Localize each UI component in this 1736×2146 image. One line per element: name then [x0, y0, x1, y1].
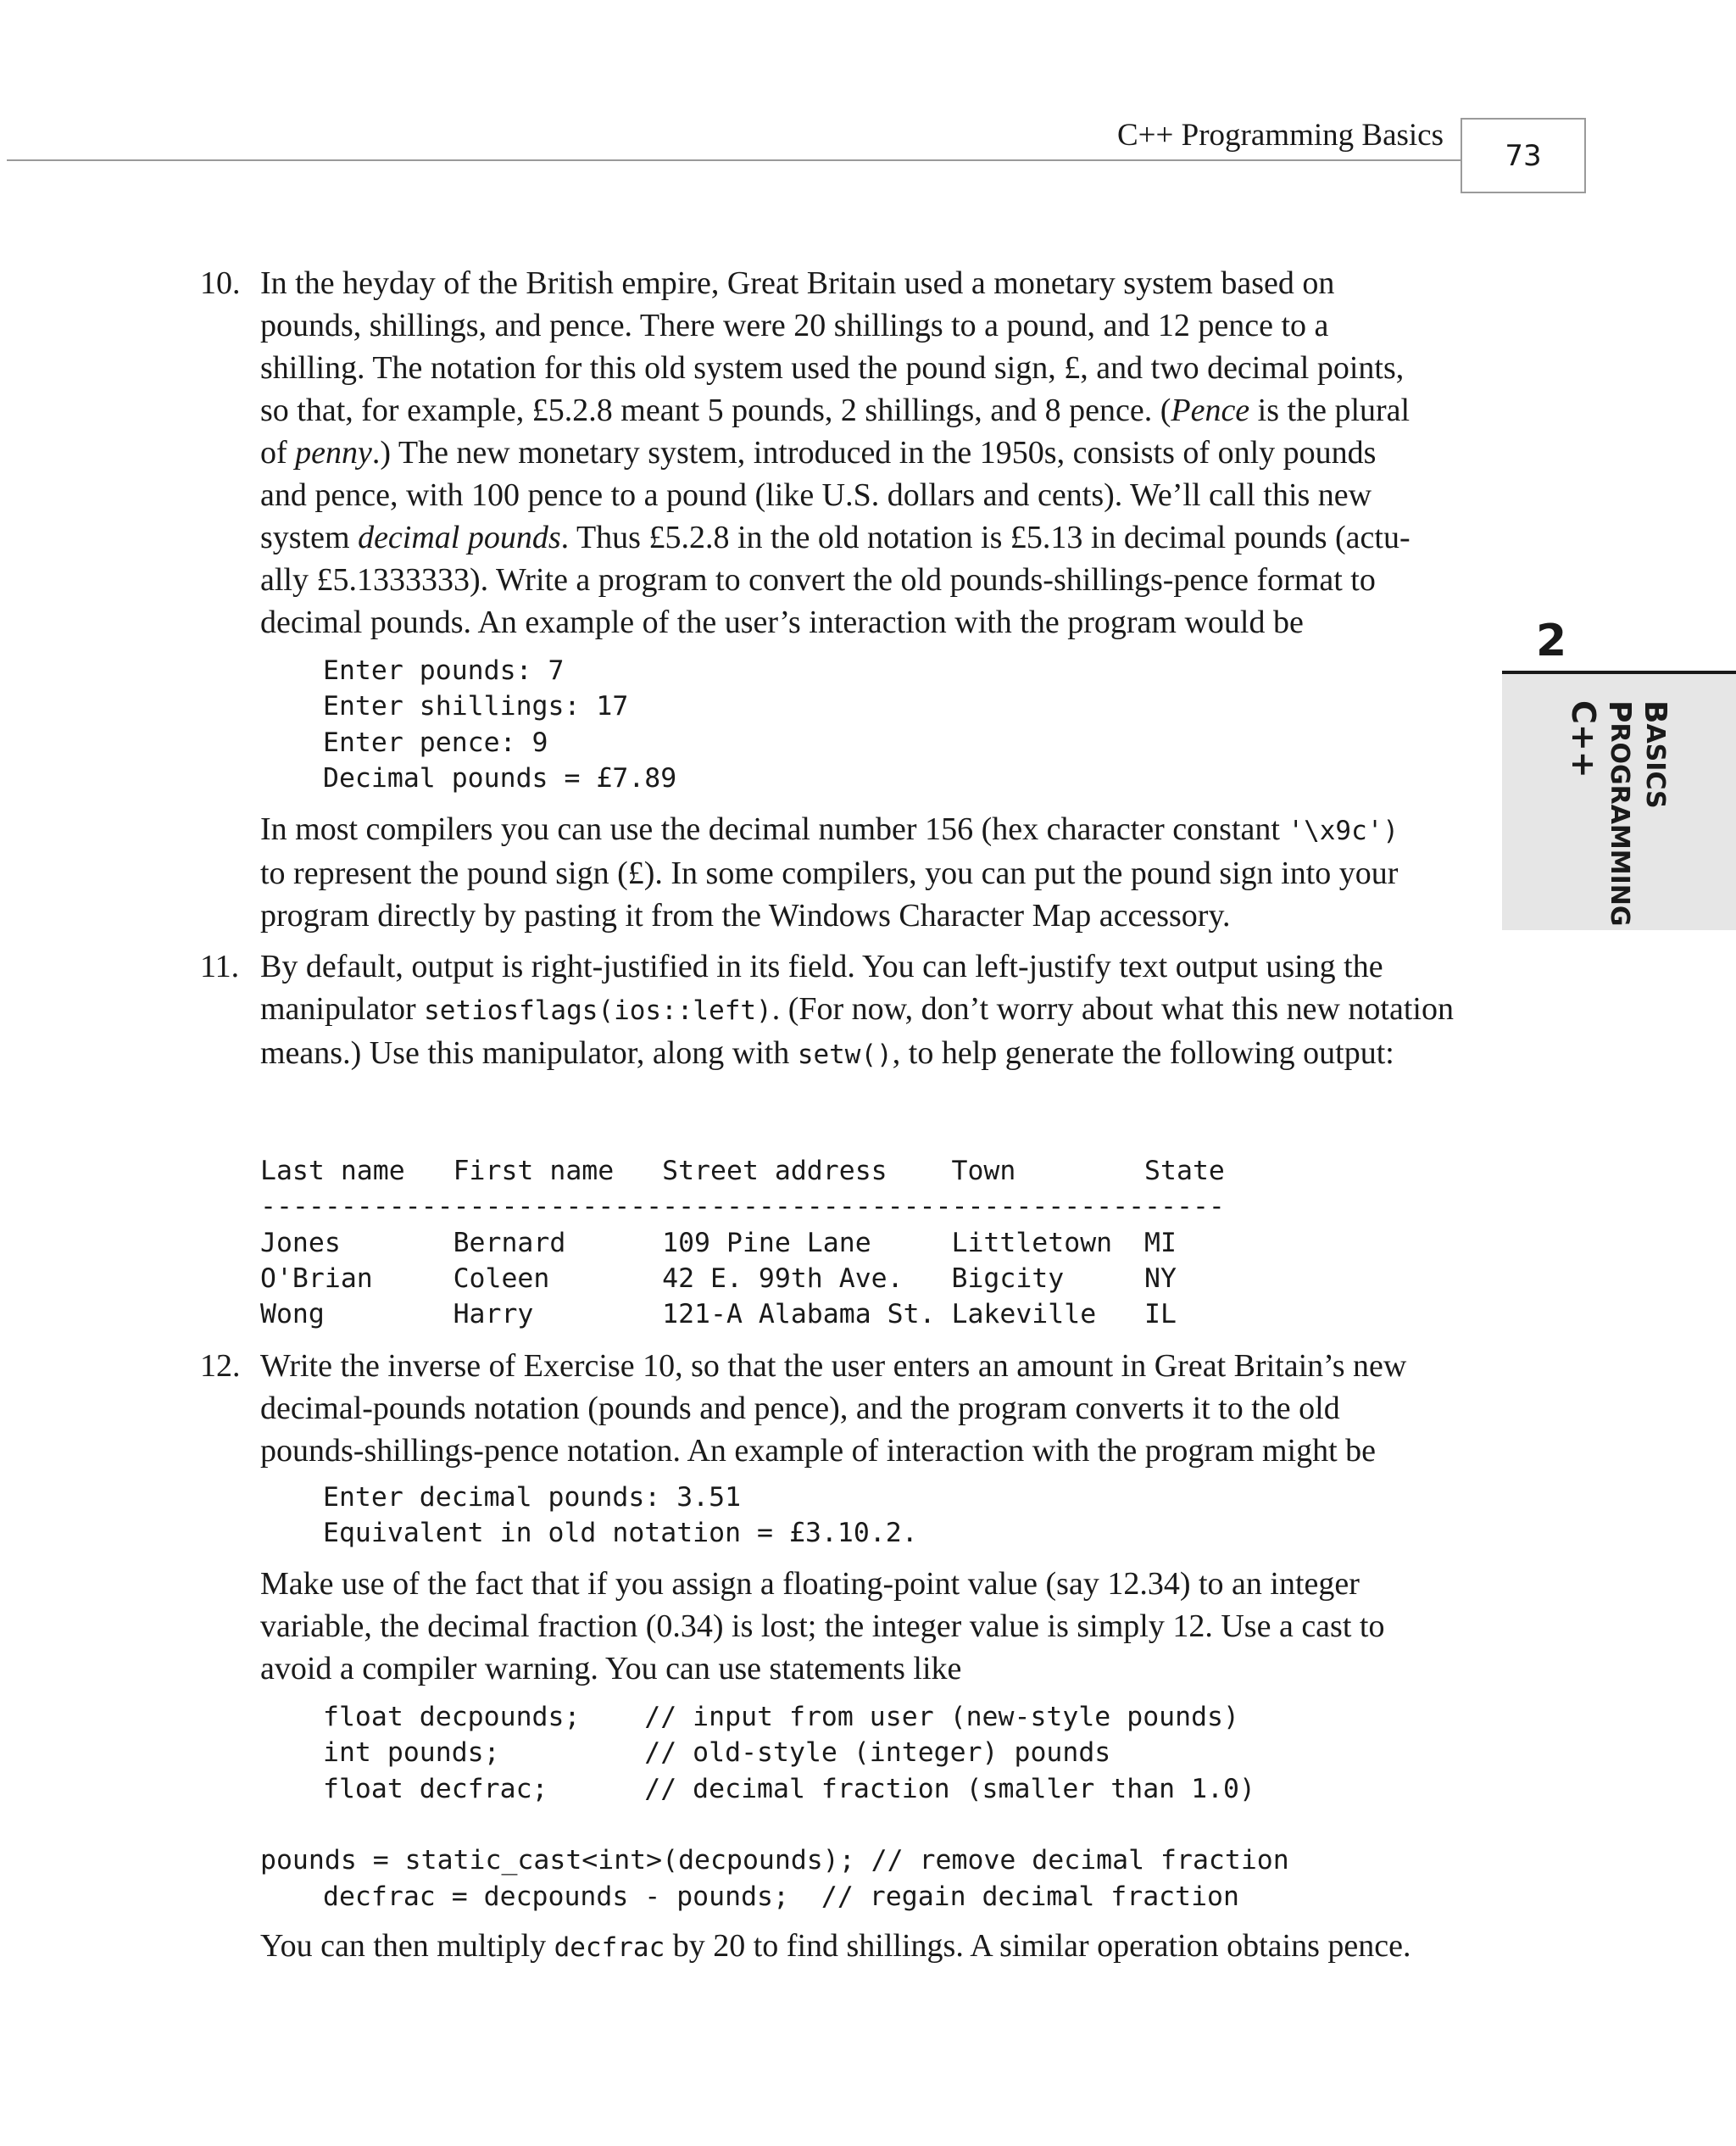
code-line: Decimal pounds = £7.89	[323, 762, 677, 794]
text-line: By default, output is right-justified in its field. You can left-justify text output using the	[260, 949, 1383, 984]
exercise-11-body	[260, 945, 1454, 1076]
text-line: Make use of the fact that if you assign a floating-point value (say 12.34) to an integer	[260, 1566, 1360, 1602]
page-number-box	[1461, 118, 1586, 193]
text-line: means.) Use this manipulator, along with setw(), to help generate the following output:	[260, 1035, 1394, 1071]
code-line: decfrac = decpounds - pounds; // regain decimal fraction	[323, 1881, 1239, 1912]
code-line: float decfrac; // decimal fraction (smaller than 1.0)	[323, 1773, 1255, 1804]
text-line: pounds-shillings-pence notation. An example of interaction with the program might be	[260, 1433, 1376, 1469]
text-line: In the heyday of the British empire, Great Britain used a monetary system based on	[260, 265, 1335, 301]
chapter-number: 2	[1536, 616, 1567, 666]
exercise-12-body	[260, 1345, 1406, 1472]
code-line: Enter shillings: 17	[323, 691, 629, 722]
table-rule: ------------------------------------------------------------	[260, 1191, 1225, 1223]
code-line: Enter decimal pounds: 3.51	[323, 1482, 742, 1513]
exercise-12-number: 12.	[200, 1348, 241, 1384]
text-line: avoid a compiler warning. You can use statements like	[260, 1651, 962, 1686]
header-rule	[7, 159, 1461, 161]
text-line: to represent the pound sign (£). In some compilers, you can put the pound sign into your	[260, 856, 1399, 891]
page-number: 73	[1505, 138, 1542, 173]
text-line: Write the inverse of Exercise 10, so that the user enters an amount in Great Britain’s new	[260, 1348, 1407, 1384]
text-line: decimal pounds. An example of the user’s interaction with the program would be	[260, 605, 1304, 640]
table-header: Last name First name Street address Town State	[260, 1156, 1225, 1186]
text-line: and pence, with 100 pence to a pound (like U.S. dollars and cents). We’ll call this new	[260, 477, 1372, 513]
table-row: Wong Harry 121-A Alabama St. Lakeville IL	[260, 1299, 1177, 1330]
text-line: shilling. The notation for this old system used the pound sign, £, and two decimal points,	[260, 350, 1405, 386]
chapter-tab-title	[1505, 700, 1733, 927]
exercise-12-code-2	[323, 1699, 1255, 1807]
text-line: of penny.) The new monetary system, introduced in the 1950s, consists of only pounds	[260, 435, 1377, 471]
code-line: pounds = static_cast<int>(decpounds); // remove decimal fraction	[260, 1845, 1289, 1876]
text-line: manipulator setiosflags(ios::left). (For now, don’t worry about what this new notation	[260, 991, 1454, 1027]
exercise-10-note	[260, 808, 1399, 937]
exercise-12-explanation	[260, 1563, 1384, 1690]
code-line: float decpounds; // input from user (new-style pounds)	[323, 1702, 1239, 1732]
text-line: so that, for example, £5.2.8 meant 5 pounds, 2 shillings, and 8 pence. (Pence is the plural	[260, 393, 1410, 428]
running-head: C++ Programming Basics	[1117, 118, 1444, 153]
code-line: Enter pounds: 7	[323, 655, 565, 686]
code-line: Equivalent in old notation = £3.10.2.	[323, 1518, 918, 1549]
table-row: O'Brian Coleen 42 E. 99th Ave. Bigcity NY	[260, 1263, 1177, 1294]
text-line: ally £5.1333333). Write a program to convert the old pounds-shillings-pence format to	[260, 562, 1376, 598]
exercise-10-number: 10.	[200, 265, 241, 301]
text-line: variable, the decimal fraction (0.34) is lost; the integer value is simply 12. Use a cast to	[260, 1608, 1385, 1644]
text-line: pounds, shillings, and pence. There were 20 shillings to a pound, and 12 pence to a	[260, 308, 1329, 343]
text-line: decimal-pounds notation (pounds and pence), and the program converts it to the old	[260, 1391, 1340, 1426]
exercise-10-body	[260, 262, 1410, 644]
exercise-12-code-1	[323, 1480, 918, 1552]
exercise-10-code	[323, 653, 676, 796]
chapter-tab-line-1: C++	[1565, 700, 1602, 778]
text-line: system decimal pounds. Thus £5.2.8 in the old notation is £5.13 in decimal pounds (actu-	[260, 520, 1410, 555]
chapter-tab-line-3: BASICS	[1638, 700, 1672, 809]
chapter-tab-line-2: PROGRAMMING	[1602, 700, 1637, 927]
exercise-12-closing: You can then multiply decfrac by 20 to find shillings. A similar operation obtains pence.	[260, 1928, 1411, 1964]
text-line: program directly by pasting it from the Windows Character Map accessory.	[260, 898, 1231, 934]
exercise-11-number: 11.	[200, 949, 240, 984]
table-row: Jones Bernard 109 Pine Lane Littletown MI	[260, 1227, 1177, 1258]
code-line: int pounds; // old-style (integer) pounds	[323, 1737, 1111, 1769]
name-table	[260, 1153, 1225, 1332]
text-line: In most compilers you can use the decimal number 156 (hex character constant '\x9c')	[260, 811, 1399, 847]
code-line: Enter pence: 9	[323, 727, 548, 758]
